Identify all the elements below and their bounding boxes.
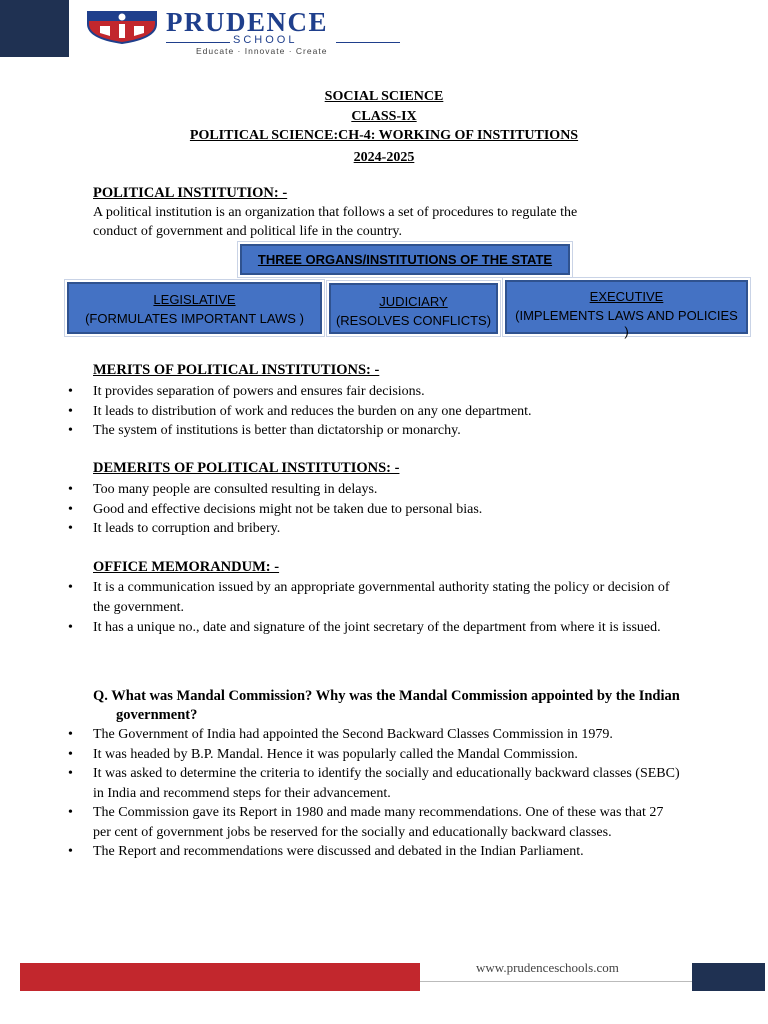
list-item: • It is a communication issued by an appropriate governmental authority stating the policy or decision of the government. xyxy=(68,578,683,617)
list-item: • Too many people are consulted resulting in delays. xyxy=(68,480,688,500)
chapter-heading: POLITICAL SCIENCE:CH-4: WORKING OF INSTITUTIONS xyxy=(189,128,579,143)
subject-heading: SOCIAL SCIENCE xyxy=(324,89,444,104)
definition-line-2: conduct of government and political life in the country. xyxy=(93,224,402,239)
logo-rule-left xyxy=(166,42,230,43)
answer-list xyxy=(68,725,680,862)
footer-navy-block xyxy=(692,963,765,991)
list-item: • The Government of India had appointed the Second Backward Classes Commission in 1979. xyxy=(68,725,680,745)
list-item: • It was asked to determine the criteria to identify the socially and educationally backward classes (SEBC) in India and recommend steps for their advancement. xyxy=(68,764,680,803)
executive-desc-paren: ) xyxy=(624,324,629,339)
list-item: • The system of institutions is better than dictatorship or monarchy. xyxy=(68,421,688,441)
logo-rule-right xyxy=(336,42,400,43)
list-item: • It leads to corruption and bribery. xyxy=(68,519,688,539)
list-item: • The Report and recommendations were discussed and debated in the Indian Parliament. xyxy=(68,842,680,862)
demerits-heading: DEMERITS OF POLITICAL INSTITUTIONS: - xyxy=(93,460,400,476)
list-item: • It provides separation of powers and ensures fair decisions. xyxy=(68,382,688,402)
year-heading: 2024-2025 xyxy=(353,150,415,165)
definition-line-1: A political institution is an organization that follows a set of procedures to regulate the xyxy=(93,205,578,220)
list-item: • It was headed by B.P. Mandal. Hence it was popularly called the Mandal Commission. xyxy=(68,745,680,765)
merits-heading: MERITS OF POLITICAL INSTITUTIONS: - xyxy=(93,362,380,378)
question-heading: Q. What was Mandal Commission? Why was the Mandal Commission appointed by the Indian government? xyxy=(93,688,680,723)
judiciary-desc: (RESOLVES CONFLICTS) xyxy=(335,313,492,328)
school-logo xyxy=(86,7,406,56)
judiciary-label: JUDICIARY xyxy=(379,294,448,309)
list-item: • Good and effective decisions might not be taken due to personal bias. xyxy=(68,500,688,520)
executive-label: EXECUTIVE xyxy=(589,289,664,304)
school-crest-icon xyxy=(86,10,158,44)
footer-website: www.prudenceschools.com xyxy=(476,960,619,975)
logo-wordmark: PRUDENCE xyxy=(166,7,329,37)
executive-box xyxy=(505,280,748,339)
logo-tagline: Educate · Innovate · Create xyxy=(196,46,328,56)
organs-title: THREE ORGANS/INSTITUTIONS OF THE STATE xyxy=(257,252,553,267)
memo-heading: OFFICE MEMORANDUM: - xyxy=(93,559,280,575)
executive-desc: (IMPLEMENTS LAWS AND POLICIES xyxy=(515,308,738,323)
footer-red-bar xyxy=(20,963,420,991)
demerits-list xyxy=(68,480,688,539)
class-heading: CLASS-IX xyxy=(351,109,417,124)
legislative-desc: (FORMULATES IMPORTANT LAWS ) xyxy=(85,311,304,326)
legislative-box xyxy=(67,282,322,334)
legislative-label: LEGISLATIVE xyxy=(153,292,236,307)
list-item: • It leads to distribution of work and reduces the burden on any one department. xyxy=(68,402,688,422)
merits-list xyxy=(68,382,688,441)
judiciary-box xyxy=(329,283,498,334)
list-item: • The Commission gave its Report in 1980 and made many recommendations. One of these was that 27 per cent of government jobs be reserved for the socially and educationally backward classes. xyxy=(68,803,680,842)
header-corner-block xyxy=(0,0,69,57)
political-institution-heading: POLITICAL INSTITUTION: - xyxy=(93,185,288,201)
organs-title-box xyxy=(240,244,570,275)
logo-school-text: SCHOOL xyxy=(233,34,298,46)
list-item: • It has a unique no., date and signature of the joint secretary of the department from where it is issued. xyxy=(68,618,683,638)
footer-divider xyxy=(420,981,692,982)
memo-list xyxy=(68,578,683,638)
